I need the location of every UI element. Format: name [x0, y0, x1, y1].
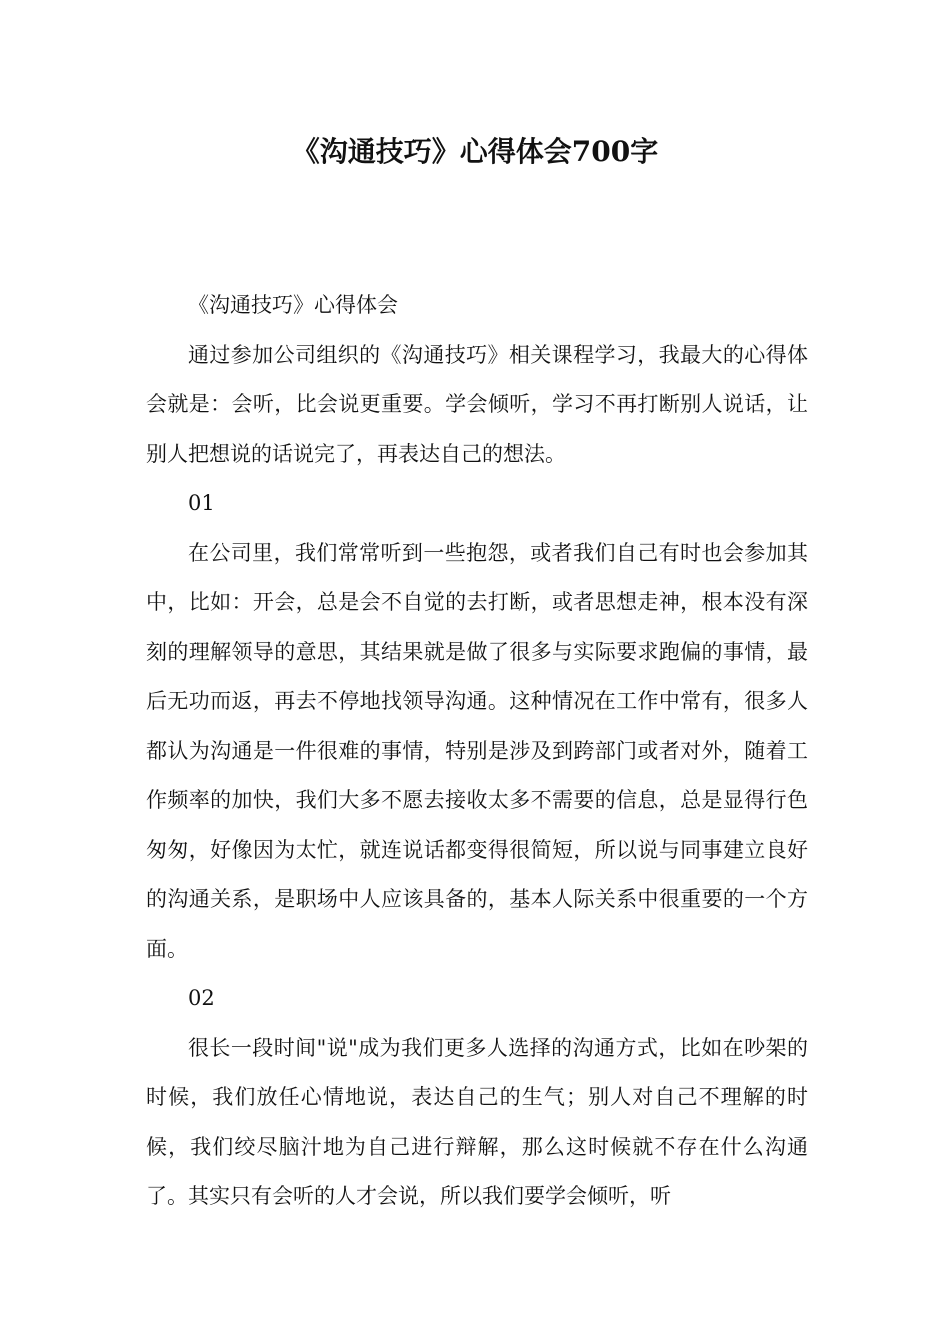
section-number-02: 02 — [188, 986, 215, 1010]
paragraph-intro: 通过参加公司组织的《沟通技巧》相关课程学习，我最大的心得体会就是：会听，比会说更重要。学会倾听，学习不再打断别人说话，让别人把想说的话说完了，再表达自己的想法。 — [146, 342, 808, 466]
paragraph-section-01: 在公司里，我们常常听到一些抱怨，或者我们自己有时也会参加其中，比如：开会，总是会不自觉的去打断，或者思想走神，根本没有深刻的理解领导的意思，其结果就是做了很多与实际要求跑偏的事情，最后无功而返，再去不停地找领导沟通。这种情况在工作中常有，很多人都认为沟通是一件很难的事情，特别是涉及到跨部门或者对外，随着工作频率的加快，我们大多不愿去接收太多不需要的信息，总是显得行色匆匆，好像因为太忙，就连说话都变得很简短，所以说与同事建立良好的沟通关系，是职场中人应该具备的，基本人际关系中很重要的一个方面。 — [146, 540, 808, 961]
paragraph-subtitle: 《沟通技巧》心得体会 — [188, 293, 398, 317]
section-number-01: 01 — [188, 491, 215, 515]
paragraph-section-02: 很长一段时间"说"成为我们更多人选择的沟通方式，比如在吵架的时候，我们放任心情地说，表达自己的生气；别人对自己不理解的时候，我们绞尽脑汁地为自己进行辩解，那么这时候就不存在什么沟通了。其实只有会听的人才会说，所以我们要学会倾听，听 — [146, 1035, 808, 1208]
document-title: 《沟通技巧》心得体会700字 — [291, 135, 659, 168]
document-body — [146, 281, 808, 1222]
